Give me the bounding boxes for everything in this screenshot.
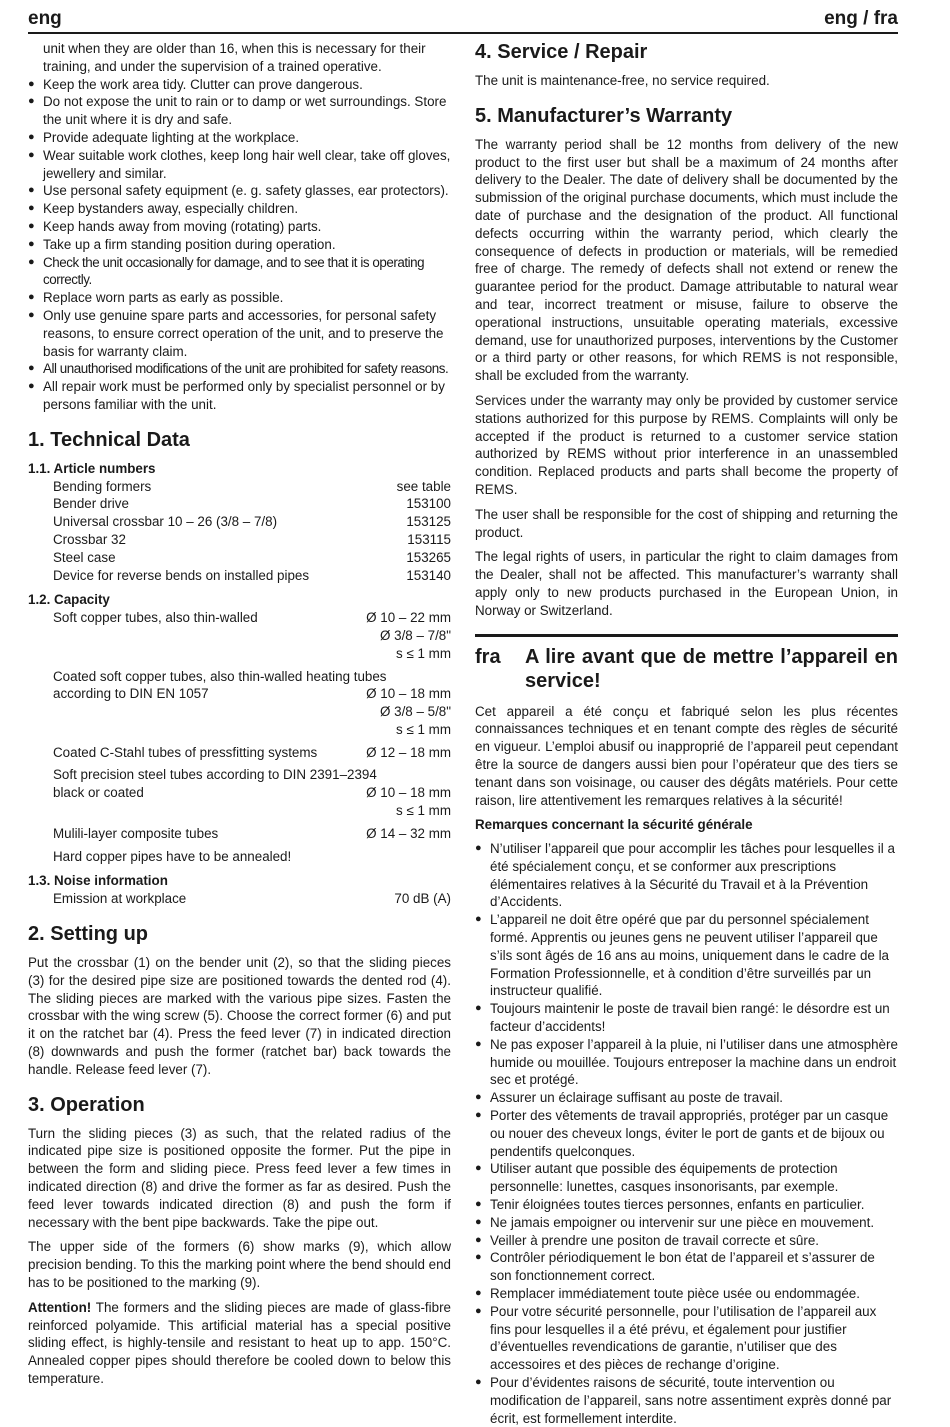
table-row bbox=[28, 478, 451, 496]
list-item: ● Ne jamais empoigner ou intervenir sur une pièce en mouvement. bbox=[475, 1214, 898, 1232]
table-row bbox=[28, 825, 451, 843]
article-number: see table bbox=[396, 478, 451, 494]
right-column bbox=[475, 40, 898, 1427]
article-name: Steel case bbox=[53, 549, 116, 565]
list-item: ● Wear suitable work clothes, keep long hair well clear, take off gloves, jewellery and similar. bbox=[28, 147, 451, 183]
section-rule bbox=[475, 634, 898, 637]
french-section-title: A lire avant que de mettre l’appareil en service! bbox=[525, 645, 898, 692]
section-title-setting-up: 2. Setting up bbox=[28, 923, 148, 946]
list-item: ● Pour votre sécurité personnelle, pour l’utilisation de l’appareil aux fins pour lesquelles il a été prévu, et également pour justifier d’éventuelles revendications de garantie, n’utiliser que des accessoires et des pièces de rechange d’origine. bbox=[475, 1303, 898, 1374]
table-row bbox=[28, 513, 451, 531]
capacity-name: black or coated bbox=[53, 785, 144, 801]
list-item: ● N’utiliser l’appareil que pour accomplir les tâches pour lesquelles il a été spécialement conçu, et se conformer aux prescriptions élémentaires relatives à la Sécurité du Travail et à la Prévention d’Accidents. bbox=[475, 840, 898, 911]
capacity-value: Ø 10 – 22 mm bbox=[366, 610, 451, 626]
list-item: ● Replace worn parts as early as possible. bbox=[28, 289, 451, 307]
list-item: ● Keep hands away from moving (rotating) parts. bbox=[28, 218, 451, 236]
page-header-language: eng bbox=[28, 8, 62, 29]
article-name: Bending formers bbox=[53, 478, 152, 494]
table-row bbox=[28, 685, 451, 703]
list-item: ● Provide adequate lighting at the workplace. bbox=[28, 129, 451, 147]
list-item: ● Ne pas exposer l’appareil à la pluie, ni l’utiliser dans une atmosphère humide ou mouillée. Toujours entreposer la machine dans un endroit sec et protégé. bbox=[475, 1036, 898, 1089]
list-item: ● Keep the work area tidy. Clutter can prove dangerous. bbox=[28, 76, 451, 94]
article-number: 153265 bbox=[406, 549, 451, 565]
section-title-operation: 3. Operation bbox=[28, 1093, 145, 1116]
capacity-name: Soft copper tubes, also thin-walled bbox=[53, 610, 258, 626]
list-item: ● Veiller à prendre une positon de travail correcte et sûre. bbox=[475, 1232, 898, 1250]
capacity-value: Ø 12 – 18 mm bbox=[366, 744, 451, 760]
capacity-name: Mulili-layer composite tubes bbox=[53, 825, 219, 841]
section-title-technical-data: 1. Technical Data bbox=[28, 428, 190, 451]
table-row bbox=[28, 531, 451, 549]
capacity-value: Ø 10 – 18 mm bbox=[366, 686, 451, 702]
article-name: Crossbar 32 bbox=[53, 531, 126, 547]
subsection-title-noise: 1.3. Noise information bbox=[28, 873, 168, 889]
french-section-header bbox=[475, 645, 898, 693]
list-item: ● All repair work must be performed only by specialist personnel or by persons familiar with the unit. bbox=[28, 378, 451, 414]
list-item: ● Assurer un éclairage suffisant au poste de travail. bbox=[475, 1089, 898, 1107]
list-item: ● Utiliser autant que possible des équipements de protection personnelle: lunettes, casques insonorisants, par exemple. bbox=[475, 1160, 898, 1196]
article-table bbox=[28, 478, 451, 585]
capacity-value: s ≤ 1 mm bbox=[396, 721, 451, 737]
operation-paragraph: The upper side of the formers (6) show marks (9), which allow precision bending. To this the marking point where the bend should end has to be positioned to the marking (9). bbox=[28, 1239, 451, 1291]
warranty-paragraph: The legal rights of users, in particular the right to claim damages from the Dealer, shall not be affected. This manufacturer’s warranty shall apply only to new products purchased in the European Union, in Norway or Switzerland. bbox=[475, 549, 898, 618]
list-item: ● Contrôler périodiquement le bon état de l’appareil et s’assurer de son fonctionnement correct. bbox=[475, 1249, 898, 1285]
list-item: ● Remplacer immédiatement toute pièce usée ou endommagée. bbox=[475, 1285, 898, 1303]
table-row bbox=[28, 784, 451, 802]
article-number: 153100 bbox=[406, 496, 451, 512]
french-intro: Cet appareil a été conçu et fabriqué selon les plus récentes connaissances techniques et en tenant compte des règles de sécurité en vigueur. L’emploi abusif ou inapproprié de l’appareil peut cependant être la source de dangers aussi bien pour l’opérateur que des tiers se tenant dans son voisinage, ou causer des dégâts matériels. Pour cette raison, lire attentivement les remarques relatives à la sécurité! bbox=[475, 703, 898, 808]
french-safety-list bbox=[475, 840, 898, 1427]
table-row bbox=[28, 549, 451, 567]
table-row bbox=[28, 609, 451, 627]
operation-paragraph: Turn the sliding pieces (3) as such, that the related radius of the indicated pipe size is positioned opposite the former. Put the pipe in between the form and sliding piece. Press feed lever a few times in indicated direction (8) and drive the former as far as desired. Push the feed lever towards indicated direction (8) and push the form if necessary with the bent pipe backwards. Take the pipe out. bbox=[28, 1125, 451, 1230]
article-number: 153140 bbox=[406, 567, 451, 583]
list-item: unit when they are older than 16, when this is necessary for their training, and under the supervision of a trained operative. bbox=[43, 41, 426, 74]
list-item: ● Only use genuine spare parts and accessories, for personal safety reasons, to ensure correct operation of the unit, and to preserve the basis for warranty claim. bbox=[28, 307, 451, 360]
article-name: Bender drive bbox=[53, 496, 129, 512]
list-item: ● Check the unit occasionally for damage, and to see that it is operating correctly. bbox=[28, 254, 451, 290]
capacity-value: Ø 10 – 18 mm bbox=[366, 785, 451, 801]
article-name: Universal crossbar 10 – 26 (3/8 – 7/8) bbox=[53, 514, 278, 530]
safety-list bbox=[28, 40, 451, 414]
capacity-name: Coated soft copper tubes, also thin-walled heating tubes bbox=[53, 668, 387, 684]
capacity-name: according to DIN EN 1057 bbox=[53, 686, 209, 702]
warranty-paragraph: The warranty period shall be 12 months from delivery of the new product to the first user but shall be a maximum of 24 months after delivery to the Dealer. The date of delivery shall be documented by the submission of the original purchase documents, which must include the date of purchase and the designation of the product. All functional defects occurring within the warranty period, which clearly the consequence of defects in production or materials, will be remedied free of charge. The remedy of defects shall not extend or renew the guarantee period for the product. Damage attributable to natural wear and tear, incorrect treatment or misuse, failure to observe the operational instructions, unsuitable operating materials, excessive demand, use for unauthorized purposes, interventions by the Customer or a third party or other reasons, for which REMS is not responsible, shall be excluded from the warranty. bbox=[475, 136, 898, 384]
noise-value: 70 dB (A) bbox=[394, 891, 451, 907]
section-title-service: 4. Service / Repair bbox=[475, 41, 648, 63]
capacity-value: Ø 3/8 – 7/8" bbox=[379, 627, 451, 643]
list-item: ● All unauthorised modifications of the unit are prohibited for safety reasons. bbox=[28, 360, 451, 378]
section-title-warranty: 5. Manufacturer’s Warranty bbox=[475, 104, 733, 127]
warranty-paragraph: The user shall be responsible for the cost of shipping and returning the product. bbox=[475, 506, 898, 540]
list-item: ● Do not expose the unit to rain or to damp or wet surroundings. Store the unit where it is dry and safe. bbox=[28, 93, 451, 129]
capacity-table bbox=[28, 609, 451, 865]
setting-up-text: Put the crossbar (1) on the bender unit (2), so that the sliding pieces (3) for the desired pipe size are positioned towards the dented rod (4). The sliding pieces are marked with the various pipe sizes. Fasten the crossbar with the wing screw (5). Choose the correct former (6) and put it on the ratchet bar (4). Press the feed lever (7) in indicated direction (8) downwards and push the former (ratchet bar) back towards the handle. Release feed lever (7). bbox=[28, 955, 451, 1077]
capacity-name: Soft precision steel tubes according to DIN 2391–2394 bbox=[53, 767, 377, 783]
capacity-value: s ≤ 1 mm bbox=[396, 803, 451, 819]
header-rule bbox=[28, 32, 898, 34]
subsection-title-capacity: 1.2. Capacity bbox=[28, 592, 110, 608]
list-item: ● Take up a firm standing position during operation. bbox=[28, 236, 451, 254]
table-row bbox=[28, 744, 451, 762]
left-column bbox=[28, 40, 451, 1395]
list-item: ● Keep bystanders away, especially children. bbox=[28, 200, 451, 218]
list-item: ● Toujours maintenir le poste de travail bien rangé: le désordre est un facteur d’accidents! bbox=[475, 1000, 898, 1036]
page-header-languages: eng / fra bbox=[824, 8, 898, 29]
article-number: 153115 bbox=[407, 531, 451, 547]
list-item: ● Porter des vêtements de travail appropriés, protéger par un casque ou nouer des cheveux longs, éviter le port de gants et de bijoux ou pendentifs quelconques. bbox=[475, 1107, 898, 1160]
capacity-value: Ø 3/8 – 5/8" bbox=[379, 704, 451, 720]
capacity-value: Ø 14 – 32 mm bbox=[366, 825, 451, 841]
language-tag: fra bbox=[475, 645, 501, 668]
table-row bbox=[28, 567, 451, 585]
attention-text: The formers and the sliding pieces are made of glass-fibre reinforced polyamide. This artificial material has a special positive sliding effect, is highly-tensile and resistant to heat up to app. 150°C. Annealed copper pipes should therefore be cooled down to below this temperature. bbox=[28, 1299, 451, 1386]
article-name: Device for reverse bends on installed pipes bbox=[53, 567, 310, 583]
subsection-title-article-numbers: 1.1. Article numbers bbox=[28, 460, 156, 476]
capacity-note: Hard copper pipes have to be annealed! bbox=[53, 848, 292, 864]
capacity-value: s ≤ 1 mm bbox=[396, 645, 451, 661]
list-item: ● L’appareil ne doit être opéré que par du personnel spécialement formé. Apprentis ou jeunes gens ne peuvent utiliser l’appareil que s’ils sont âgés de 16 ans au moins, uniquement dans le cadre de la Formation Professionnelle, et à condition d’être surveillés par un instructeur qualifié. bbox=[475, 911, 898, 1000]
noise-name: Emission at workplace bbox=[53, 891, 187, 907]
service-text: The unit is maintenance-free, no service required. bbox=[475, 73, 770, 88]
list-item: ● Pour d’évidentes raisons de sécurité, toute intervention ou modification de l’appareil, sans notre assentiment exprès donné par écrit, est formellement interdite. bbox=[475, 1374, 898, 1427]
attention-label: Attention! bbox=[28, 1299, 92, 1315]
table-row bbox=[28, 890, 451, 908]
french-subheading: Remarques concernant la sécurité générale bbox=[475, 817, 753, 833]
list-item: ● Use personal safety equipment (e. g. safety glasses, ear protectors). bbox=[28, 182, 451, 200]
article-number: 153125 bbox=[406, 514, 451, 530]
list-item: ● Tenir éloignées toutes tierces personnes, enfants en particulier. bbox=[475, 1196, 898, 1214]
capacity-name: Coated C-Stahl tubes of pressfitting systems bbox=[53, 744, 318, 760]
warranty-paragraph: Services under the warranty may only be provided by customer service stations authorized for this purpose by REMS. Complaints will only be accepted if the product is returned to a customer service station authorized by REMS without prior interference in an unassembled condition. Replaced products and parts shall become the property of REMS. bbox=[475, 392, 898, 497]
table-row bbox=[28, 495, 451, 513]
attention-paragraph bbox=[28, 1299, 451, 1388]
